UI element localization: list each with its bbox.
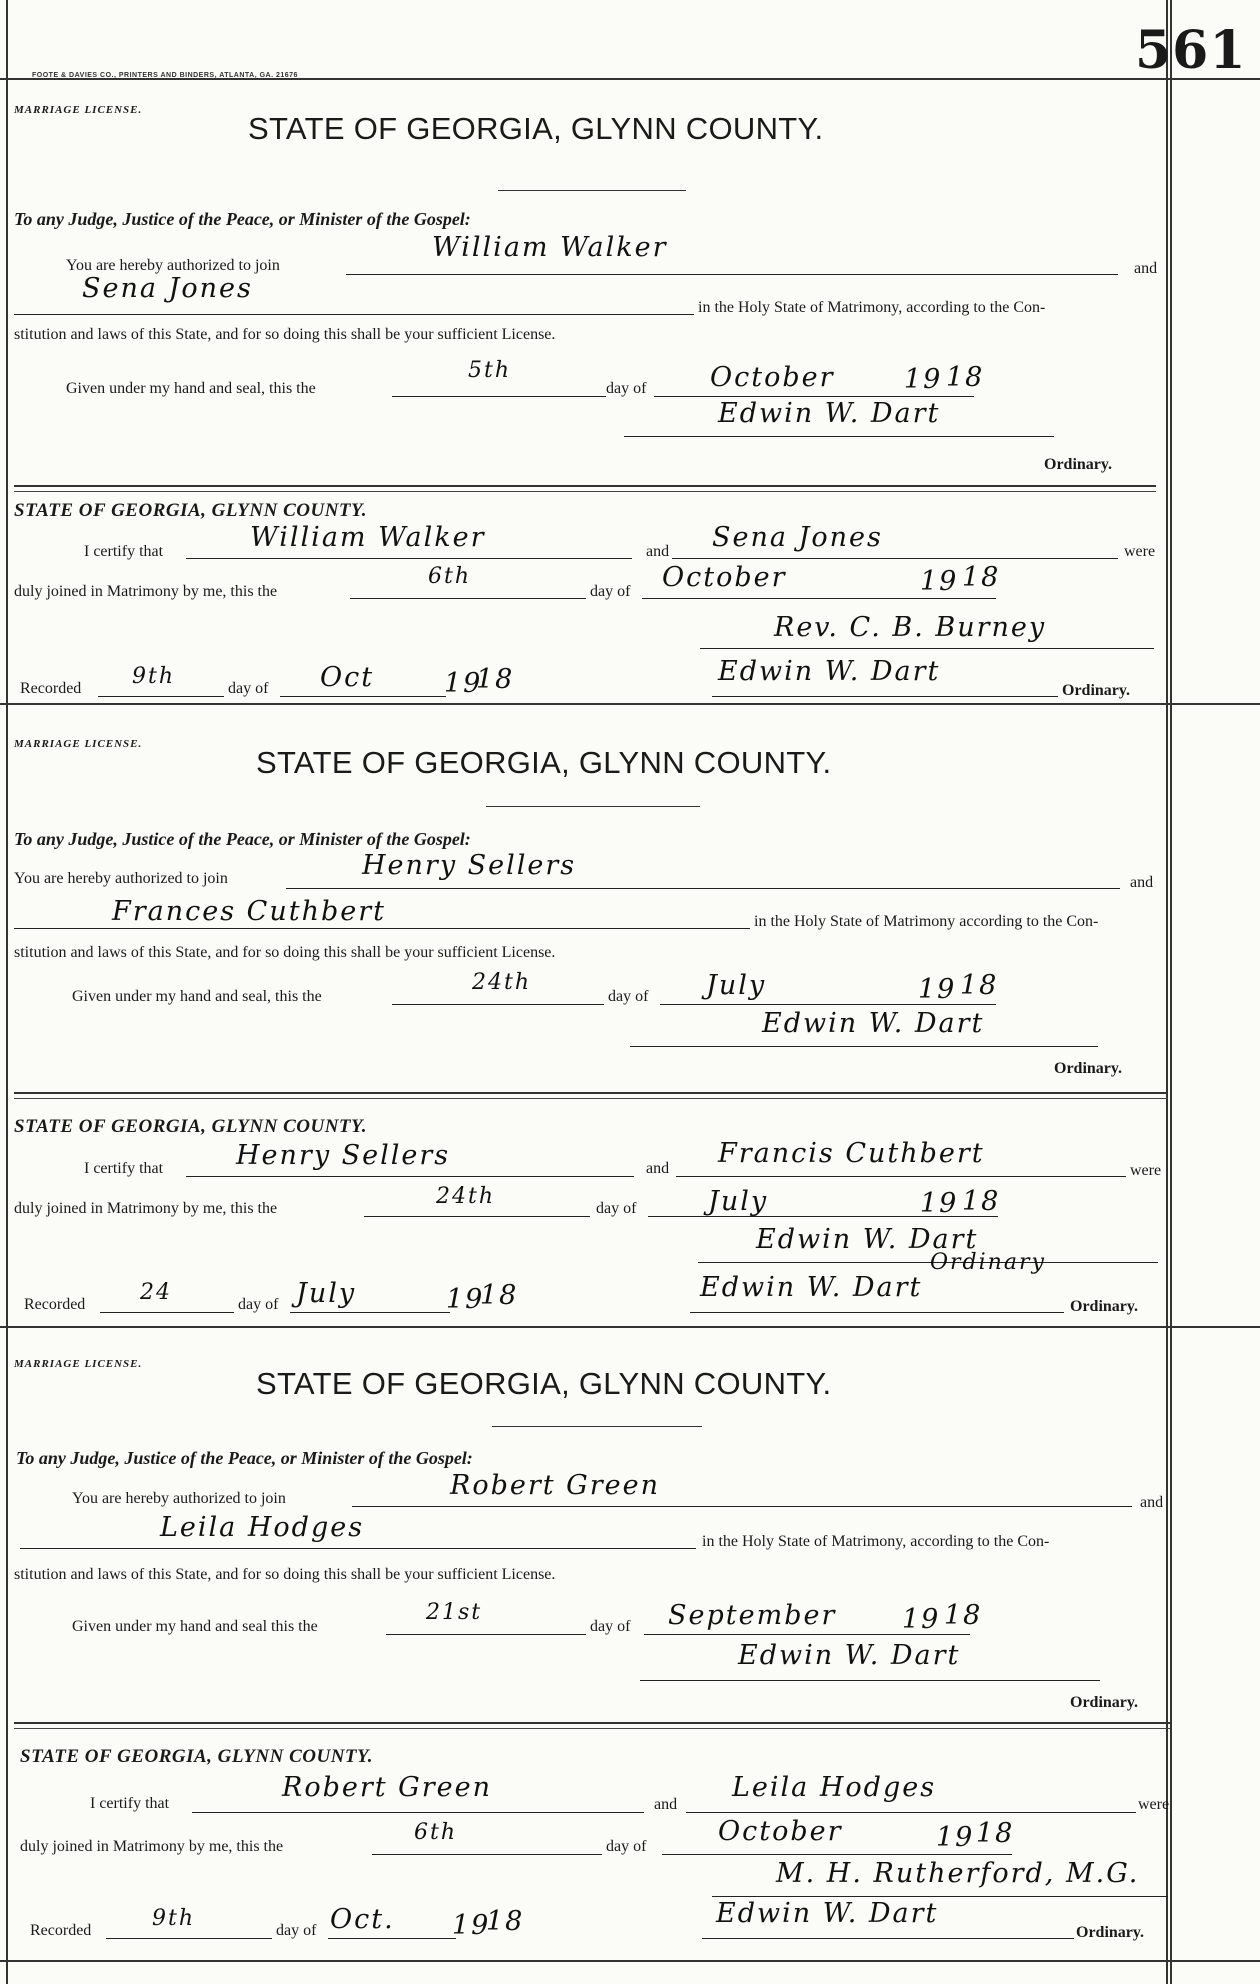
- married-day-line: [364, 1216, 590, 1217]
- married-day: 6th: [414, 1820, 458, 1845]
- right-border-inner: [1170, 0, 1172, 1984]
- divider: [14, 1722, 1170, 1724]
- license-year-prefix: 19: [904, 364, 943, 395]
- title-rule: [492, 1426, 702, 1427]
- day-of-label: day of: [606, 380, 647, 397]
- cert-groom-line: [192, 1812, 644, 1813]
- officiant-title: Ordinary: [930, 1250, 1046, 1275]
- married-day-line: [350, 598, 586, 599]
- license-month: October: [710, 362, 835, 393]
- groom-line: [286, 888, 1120, 889]
- rec-day-line: [100, 1312, 234, 1313]
- given-label: Given under my hand and seal, this the: [66, 380, 316, 397]
- cert-groom: William Walker: [250, 522, 486, 553]
- rec-year: 18: [480, 1280, 519, 1311]
- officiant-signature: Edwin W. Dart: [756, 1224, 979, 1255]
- officiant-line: [712, 1896, 1168, 1897]
- married-day: 24th: [436, 1184, 496, 1209]
- and-label: and: [1134, 260, 1158, 277]
- license-year-prefix: 19: [902, 1604, 941, 1635]
- duly-label: duly joined in Matrimony by me, this the: [14, 583, 278, 600]
- cert-groom: Robert Green: [282, 1772, 493, 1803]
- divider-thin: [14, 491, 1156, 492]
- duly-label: duly joined in Matrimony by me, this the: [20, 1838, 284, 1855]
- license-year: 18: [946, 362, 985, 393]
- address-line: To any Judge, Justice of the Peace, or Minister of the Gospel:: [16, 1448, 473, 1468]
- certify-label: I certify that: [84, 543, 164, 560]
- license-year: 18: [960, 970, 999, 1001]
- rec-month-line: [290, 1312, 450, 1313]
- and-label: and: [1140, 1494, 1164, 1511]
- address-line: To any Judge, Justice of the Peace, or Minister of the Gospel:: [14, 209, 471, 229]
- married-year-prefix: 19: [920, 566, 959, 597]
- license-day: 24th: [472, 970, 532, 995]
- license-day-line: [386, 1634, 586, 1635]
- bride-name: Frances Cuthbert: [112, 896, 386, 927]
- day-of-label: day of: [608, 988, 649, 1005]
- rec-day: 24: [140, 1280, 172, 1305]
- authorized-label: You are hereby authorized to join: [14, 870, 228, 887]
- rec-sig-line: [702, 1938, 1074, 1939]
- certify-label: I certify that: [84, 1160, 164, 1177]
- constitution-text: stitution and laws of this State, and for so doing this shall be your sufficient License.: [14, 1566, 556, 1583]
- married-year-prefix: 19: [936, 1822, 975, 1853]
- officiant-signature: M. H. Rutherford, M.G.: [776, 1858, 1140, 1889]
- divider-thin: [14, 1728, 1170, 1729]
- license-month: September: [668, 1600, 837, 1631]
- groom-line: [346, 274, 1118, 275]
- certify-label: I certify that: [90, 1795, 170, 1812]
- ordinary-signature: Edwin W. Dart: [718, 398, 941, 429]
- groom-name: Robert Green: [450, 1470, 661, 1501]
- constitution-text: stitution and laws of this State, and for so doing this shall be your sufficient License.: [14, 944, 556, 961]
- rec-day: 9th: [132, 664, 176, 689]
- groom-name: Henry Sellers: [362, 850, 577, 881]
- title-rule: [498, 190, 686, 191]
- bride-line: [14, 314, 694, 315]
- left-border: [6, 0, 8, 1984]
- married-day-of: day of: [590, 583, 631, 600]
- recorded-label: Recorded: [24, 1296, 86, 1313]
- cert-groom-line: [186, 1176, 634, 1177]
- cert-and-label: and: [646, 543, 670, 560]
- bride-line: [20, 1548, 696, 1549]
- officiant-line: [700, 648, 1154, 649]
- rec-year: 18: [486, 1906, 525, 1937]
- cert-bride-line: [672, 558, 1118, 559]
- rec-day-of: day of: [238, 1296, 279, 1313]
- were-label: were: [1138, 1796, 1170, 1813]
- title-rule: [486, 806, 700, 807]
- divider: [14, 485, 1156, 487]
- page-number: 561: [1135, 20, 1247, 81]
- ordinary-signature: Edwin W. Dart: [738, 1640, 961, 1671]
- married-month: October: [662, 562, 787, 593]
- bottom-border: [0, 1960, 1260, 1962]
- holy-state-text: in the Holy State of Matrimony, according to the Con-: [698, 299, 1046, 316]
- married-day-of: day of: [606, 1838, 647, 1855]
- ordinary-label: Ordinary.: [1070, 1694, 1139, 1711]
- were-label: were: [1130, 1162, 1162, 1179]
- rec-month: Oct: [320, 662, 375, 693]
- bride-line: [14, 928, 750, 929]
- cert-bride: Francis Cuthbert: [718, 1138, 985, 1169]
- marriage-license-label: MARRIAGE LICENSE.: [14, 104, 143, 116]
- cert-and-label: and: [654, 1796, 678, 1813]
- recorded-label: Recorded: [20, 680, 82, 697]
- rec-day: 9th: [152, 1906, 196, 1931]
- officiant-signature: Rev. C. B. Burney: [774, 612, 1047, 643]
- ordinary-sig-line: [640, 1680, 1100, 1681]
- married-month-line: [642, 598, 996, 599]
- address-line: To any Judge, Justice of the Peace, or Minister of the Gospel:: [14, 829, 471, 849]
- license-title: STATE OF GEORGIA, GLYNN COUNTY.: [256, 1366, 832, 1401]
- ordinary-sig-line: [630, 1046, 1098, 1047]
- married-year-prefix: 19: [920, 1188, 959, 1219]
- license-year: 18: [944, 1600, 983, 1631]
- married-month-line: [662, 1854, 1012, 1855]
- married-month: July: [708, 1186, 769, 1217]
- were-label: were: [1124, 543, 1156, 560]
- marriage-license-label: MARRIAGE LICENSE.: [14, 738, 143, 750]
- rec-ordinary-label: Ordinary.: [1076, 1924, 1145, 1941]
- right-border: [1166, 0, 1168, 1984]
- cert-bride: Sena Jones: [712, 522, 883, 553]
- cert-bride-line: [686, 1812, 1136, 1813]
- married-year: 18: [976, 1818, 1015, 1849]
- officiant-line: [698, 1262, 1158, 1263]
- rec-ordinary-label: Ordinary.: [1070, 1298, 1139, 1315]
- return-heading: STATE OF GEORGIA, GLYNN COUNTY.: [20, 1746, 373, 1767]
- bride-name: Sena Jones: [82, 273, 253, 304]
- groom-line: [352, 1506, 1132, 1507]
- rec-year: 18: [476, 664, 515, 695]
- cert-groom: Henry Sellers: [236, 1140, 451, 1171]
- groom-name: William Walker: [432, 232, 668, 263]
- duly-label: duly joined in Matrimony by me, this the: [14, 1200, 278, 1217]
- divider-thin: [14, 1098, 1168, 1099]
- record-separator: [0, 1326, 1260, 1328]
- rec-day-line: [106, 1938, 272, 1939]
- rec-day-line: [98, 696, 224, 697]
- return-heading: STATE OF GEORGIA, GLYNN COUNTY.: [14, 1116, 367, 1137]
- cert-bride: Leila Hodges: [732, 1772, 937, 1803]
- rec-day-of: day of: [228, 680, 269, 697]
- divider: [14, 1092, 1168, 1094]
- license-month-line: [654, 396, 974, 397]
- holy-state-text: in the Holy State of Matrimony, according to the Con-: [702, 1533, 1050, 1550]
- license-day: 5th: [468, 358, 512, 383]
- ordinary-label: Ordinary.: [1044, 456, 1113, 473]
- rec-month: July: [296, 1278, 357, 1309]
- marriage-license-label: MARRIAGE LICENSE.: [14, 1358, 143, 1370]
- rec-day-of: day of: [276, 1922, 317, 1939]
- license-title: STATE OF GEORGIA, GLYNN COUNTY.: [256, 745, 832, 780]
- given-label: Given under my hand and seal, this the: [72, 988, 322, 1005]
- day-of-label: day of: [590, 1618, 631, 1635]
- ordinary-sig-line: [624, 436, 1054, 437]
- bride-name: Leila Hodges: [160, 1512, 365, 1543]
- married-year: 18: [962, 1186, 1001, 1217]
- rec-signature: Edwin W. Dart: [718, 656, 941, 687]
- rec-sig-line: [690, 1312, 1064, 1313]
- given-label: Given under my hand and seal this the: [72, 1618, 318, 1635]
- married-month: October: [718, 1816, 843, 1847]
- license-month: July: [706, 970, 767, 1001]
- married-day-line: [372, 1854, 602, 1855]
- record-separator: [0, 703, 1260, 705]
- married-year: 18: [962, 562, 1001, 593]
- printer-imprint: FOOTE & DAVIES CO., PRINTERS AND BINDERS, ATLANTA, GA. 21676: [32, 72, 298, 79]
- rec-signature: Edwin W. Dart: [716, 1898, 939, 1929]
- license-day-line: [392, 396, 606, 397]
- married-day: 6th: [428, 564, 472, 589]
- authorized-label: You are hereby authorized to join: [66, 257, 280, 274]
- rec-year-prefix: 19: [446, 1284, 485, 1315]
- holy-state-text: in the Holy State of Matrimony according to the Con-: [754, 913, 1099, 930]
- cert-bride-line: [676, 1176, 1126, 1177]
- rec-month-line: [280, 696, 446, 697]
- rec-year-prefix: 19: [452, 1910, 491, 1941]
- rec-sig-line: [712, 696, 1058, 697]
- recorded-label: Recorded: [30, 1922, 92, 1939]
- return-heading: STATE OF GEORGIA, GLYNN COUNTY.: [14, 500, 367, 521]
- ordinary-signature: Edwin W. Dart: [762, 1008, 985, 1039]
- rec-month-line: [328, 1938, 456, 1939]
- and-label: and: [1130, 874, 1154, 891]
- license-year-prefix: 19: [918, 974, 957, 1005]
- cert-and-label: and: [646, 1160, 670, 1177]
- cert-groom-line: [186, 558, 632, 559]
- married-day-of: day of: [596, 1200, 637, 1217]
- license-title: STATE OF GEORGIA, GLYNN COUNTY.: [248, 111, 824, 146]
- rec-ordinary-label: Ordinary.: [1062, 682, 1131, 699]
- authorized-label: You are hereby authorized to join: [72, 1490, 286, 1507]
- rec-month: Oct.: [330, 1904, 395, 1935]
- rec-year-prefix: 19: [444, 668, 483, 699]
- rec-signature: Edwin W. Dart: [700, 1272, 923, 1303]
- ordinary-label: Ordinary.: [1054, 1060, 1123, 1077]
- license-day-line: [392, 1004, 604, 1005]
- constitution-text: stitution and laws of this State, and for so doing this shall be your sufficient License.: [14, 326, 556, 343]
- license-day: 21st: [426, 1600, 483, 1625]
